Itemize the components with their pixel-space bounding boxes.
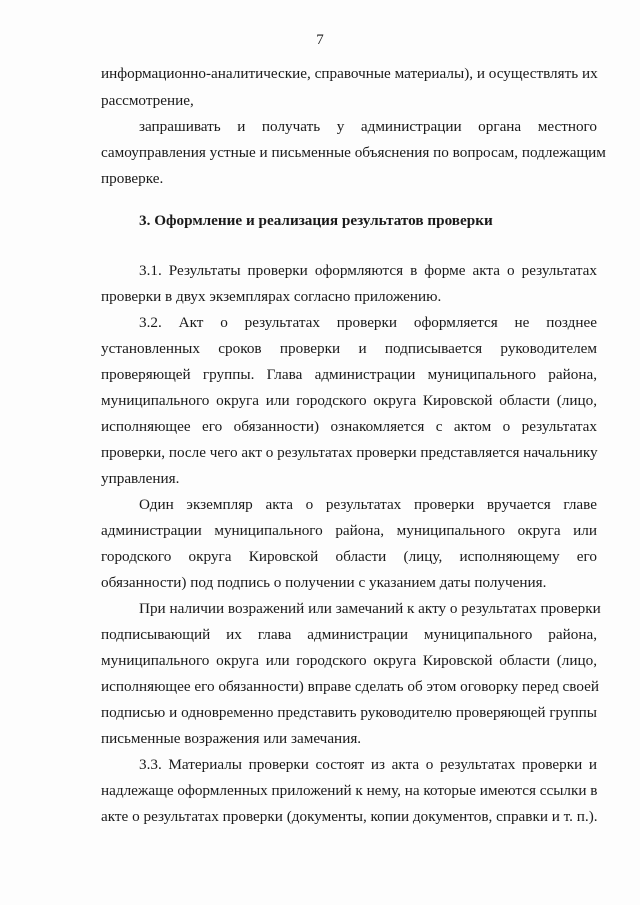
text-line: надлежаще оформленных приложений к нему, на которые имеются ссылки в xyxy=(101,782,598,799)
text-line: информационно-аналитические, справочные материалы), и осуществлять их xyxy=(101,65,598,82)
text-line: установленных сроков проверки и подписывается руководителем xyxy=(101,340,597,357)
text-line: 3.2. Акт о результатах проверки оформляется не позднее xyxy=(139,314,597,331)
text-line: самоуправления устные и письменные объяснения по вопросам, подлежащим xyxy=(101,144,606,161)
text-line: 3.3. Материалы проверки состоят из акта о результатах проверки и xyxy=(139,756,597,773)
text-line: подписывающий их глава администрации муниципального района, xyxy=(101,626,597,643)
text-line: проверке. xyxy=(101,170,164,187)
section-heading: 3. Оформление и реализация результатов проверки xyxy=(139,212,493,229)
text-line: администрации муниципального района, муниципального округа или xyxy=(101,522,597,539)
text-line: подписью и одновременно представить руководителю проверяющей группы xyxy=(101,704,597,721)
text-line: письменные возражения или замечания. xyxy=(101,730,362,747)
text-line: проверяющей группы. Глава администрации муниципального района, xyxy=(101,366,597,383)
text-line: обязанности) под подпись о получении с указанием даты получения. xyxy=(101,574,547,591)
text-line: 3.1. Результаты проверки оформляются в форме акта о результатах xyxy=(139,262,597,279)
text-line: управления. xyxy=(101,470,180,487)
text-line: запрашивать и получать у администрации органа местного xyxy=(139,118,597,135)
text-line: проверки, после чего акт о результатах проверки представляется начальнику xyxy=(101,444,598,461)
text-line: Один экземпляр акта о результатах проверки вручается главе xyxy=(139,496,597,513)
text-line: городского округа Кировской области (лицу, исполняющему его xyxy=(101,548,597,565)
text-line: проверки в двух экземплярах согласно приложению. xyxy=(101,288,442,305)
text-line: муниципального округа или городского округа Кировской области (лицо, xyxy=(101,392,597,409)
text-line: муниципального округа или городского округа Кировской области (лицо, xyxy=(101,652,597,669)
text-line: исполняющее его обязанности) вправе сделать об этом оговорку перед своей xyxy=(101,678,600,695)
page-number: 7 xyxy=(316,32,324,48)
text-line: акте о результатах проверки (документы, копии документов, справки и т. п.). xyxy=(101,808,598,825)
text-line: рассмотрение, xyxy=(101,92,194,109)
text-line: При наличии возражений или замечаний к акту о результатах проверки xyxy=(139,600,601,617)
text-line: исполняющее его обязанности) ознакомляется с актом о результатах xyxy=(101,418,597,435)
